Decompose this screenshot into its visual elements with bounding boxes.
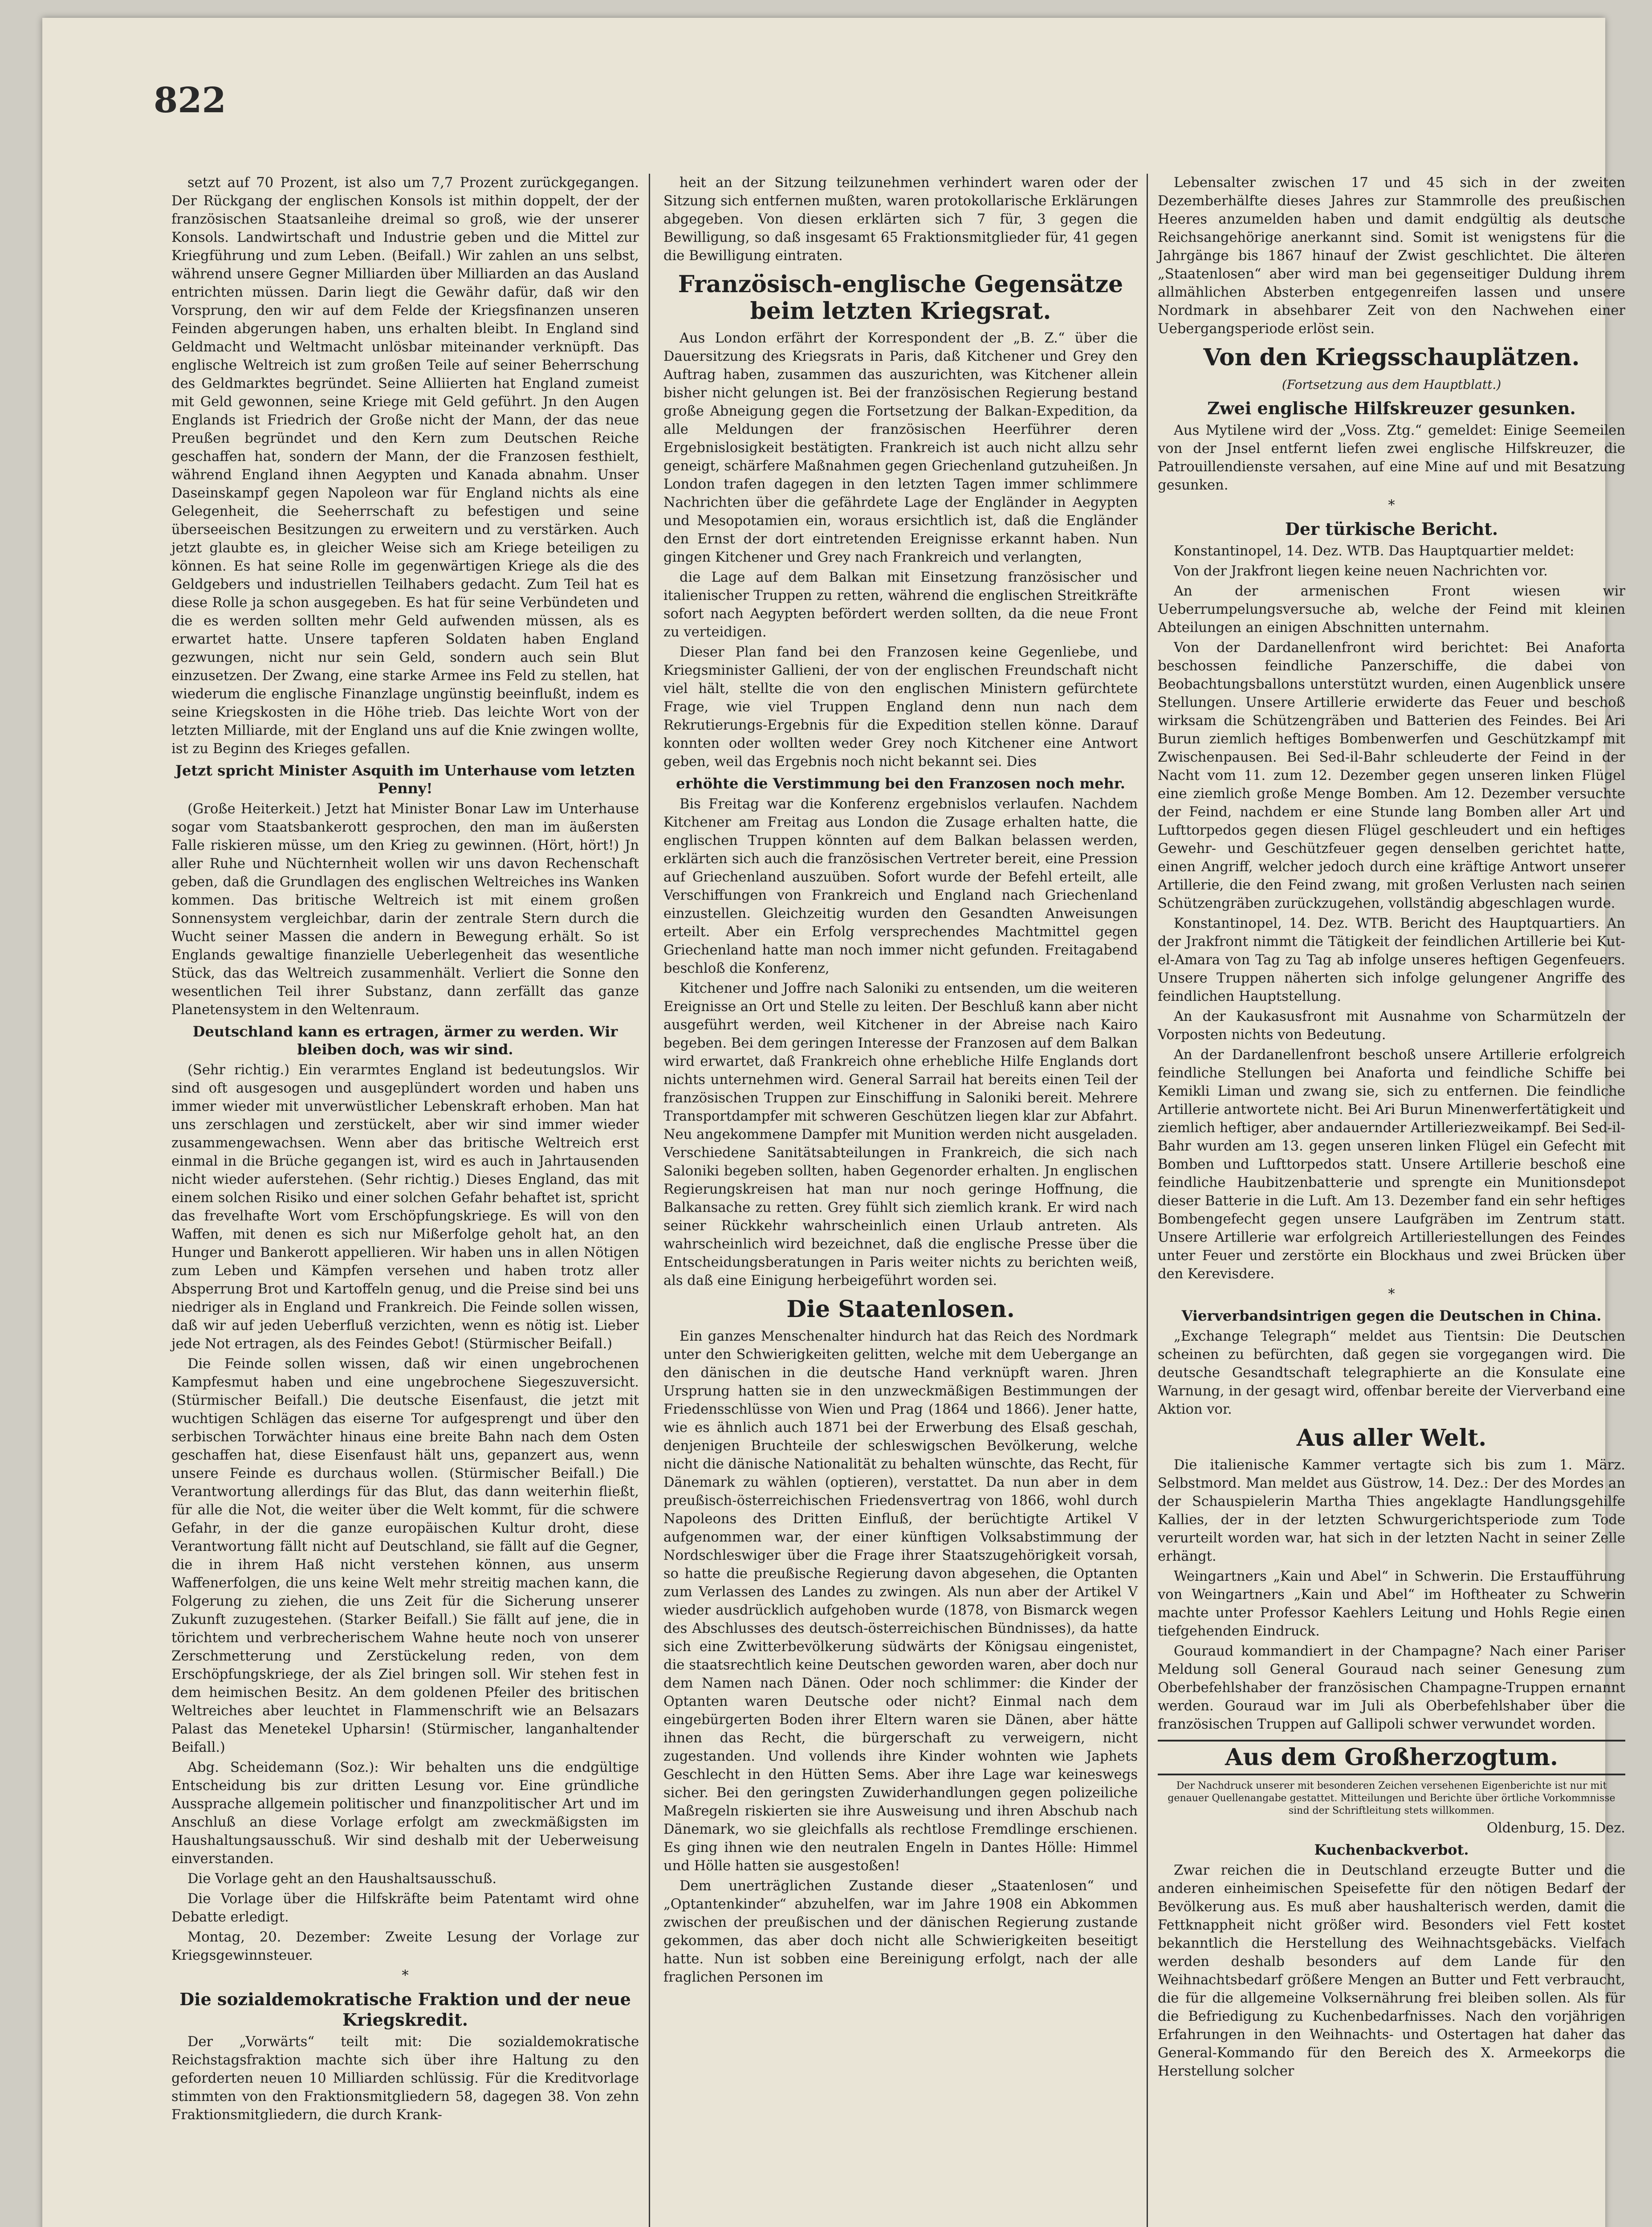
sub-heading: erhöhte die Verstimmung bei den Franzosen noch mehr.	[676, 775, 1125, 792]
article-heading: Zwei englische Hilfskreuzer gesunken.	[1207, 398, 1576, 418]
paragraph: Kitchener und Joffre nach Saloniki zu entsenden, um die weiteren Ereignisse an Ort und Stelle zu leiten. Der Beschluß kann aber nicht ausgeführt werden, weil Kitchener in der Abreise nach Kairo begeben. Bei dem geringen Interesse der Franzosen auf dem Balkan wird erwartet, daß Frankreich ohne erhebliche Hilfe Englands dort nichts unternehmen wird. General Sarrail hat bereits einen Teil der französischen Truppen zur Einschiffung in Saloniki bereit. Mehrere Transportdampfer mit schweren Geschützen liegen klar zur Abfahrt. Neu angekommene Dampfer mit Munition werden nicht ausgeladen. Verschiedene Sanitätsabteilungen in Frankreich, die sich nach Saloniki begeben sollten, haben Gegenorder erhalten. Jn englischen Regierungskreisen hat man nur noch geringe Hoffnung, die Balkansache zu retten. Grey fühlt sich ziemlich krank. Er wird nach seiner Rückkehr wahrscheinlich einen Urlaub antreten. Als wahrscheinlich wird bezeichnet, daß die englische Presse über die Entscheidungsberatungen in Paris weiter nichts zu berichten weiß, als daß eine Einigung herbeigeführt worden sei.	[663, 981, 1138, 1289]
sub-heading: Jetzt spricht Minister Asquith im Unterhause vom letzten Penny!	[175, 762, 635, 797]
paragraph: Aus Mytilene wird der „Voss. Ztg.“ gemeldet: Einige Seemeilen von der Jnsel entfernt liefen zwei englische Hilfskreuzer, die Patrouillendienste versahen, auf eine Mine auf und mit Besatzung gesunken.	[1158, 423, 1625, 493]
paragraph: setzt auf 70 Prozent, ist also um 7,7 Prozent zurückgegangen. Der Rückgang der englischen Konsols ist mithin doppelt, der der französischen Staatsanleihe dreimal so groß, wie der unserer Konsols. Landwirtschaft und Industrie geben und die Mittel zur Kriegführung und zum Leben. (Beifall.) Wir zahlen an uns selbst, während unsere Gegner Milliarden über Milliarden an das Ausland entrichten müssen. Darin liegt die Gewähr dafür, daß wir den Vorsprung, den wir auf dem Felde der Kriegsfinanzen unseren Feinden abgerungen haben, uns erhalten bleibt. In England sind Geldmacht und Weltmacht unlösbar miteinander verknüpft. Das englische Weltreich ist zum großen Teile auf seiner Beherrschung des Geldmarktes begründet. Seine Alliierten hat England zumeist mit Geld gewonnen, seine Kriege mit Geld geführt. Jn den Augen Englands ist Friedrich der Große nicht der Mann, der das neue Preußen begründet und den Kern zum Deutschen Reiche geschaffen hat, sondern der Mann, der die Franzosen festhielt, während England ihnen Aegypten und Kanada abnahm. Unser Daseinskampf gegen Napoleon war für England nichts als eine Gelegenheit, die Seeherrschaft zu befestigen und seine überseeischen Besitzungen zu erweitern und zu verstärken. Auch jetzt glaubte es, in gleicher Weise sich am Kriege beteiligen zu können. Es hat seine Rolle im gegenwärtigen Kriege als die des Geldgebers und industriellen Teilhabers gedacht. Zum Teil hat es diese Rolle ja schon ausgegeben. Es hat für seine Verbündeten und die es werden sollten mehr Geld aufwenden müssen, als es erwartet hatte. Unsere tapferen Soldaten haben England gezwungen, nicht nur sein Geld, sondern auch sein Blut einzusetzen. Der Zwang, eine starke Armee ins Feld zu stellen, hat wiederum die englische Finanzlage ungünstig beeinflußt, indem es seine Kriegskosten in die Höhe trieb. Das leichte Wort von der letzten Milliarde, mit der England uns auf die Knie zwingen wollte, ist zu Beginn des Krieges gefallen.	[171, 175, 639, 757]
paragraph: Weingartners „Kain und Abel“ in Schwerin. Die Erstaufführung von Weingartners „Kain und Abel“ im Hoftheater zu Schwerin machte unter Professor Kaehlers Leitung und Hohls Regie einen tiefgehenden Eindruck.	[1158, 1569, 1625, 1639]
paragraph: Lebensalter zwischen 17 und 45 sich in der zweiten Dezemberhälfte dieses Jahres zur Stammrolle des preußischen Heeres anzumelden haben und damit endgültig als deutsche Reichsangehörige anerkannt sind. Somit ist wenigstens für die Jahrgänge bis 1867 hinauf der Zwist geschlichtet. Die älteren „Staatenlosen“ aber wird man bei gegenseitiger Duldung ihrem allmählichen Absterben entgegenreifen lassen und unsere Nordmark in absehbarer Zeit von den Nachwehen einer Uebergangsperiode erlöst sein.	[1158, 175, 1625, 337]
paragraph: Abg. Scheidemann (Soz.): Wir behalten uns die endgültige Entscheidung bis zur dritten Lesung vor. Eine gründliche Aussprache allgemein politischer und finanzpolitischer Art und im Anschluß an diese Vorlage erfolgt am zweckmäßigsten im Haushaltungsausschuß. Wir sind deshalb mit der Ueberweisung einverstanden.	[171, 1760, 639, 1867]
paragraph: Ein ganzes Menschenalter hindurch hat das Reich des Nordmark unter den Schwierigkeiten gelitten, welche mit dem Uebergange an den dänischen in die deutsche Hand verknüpft waren. Jhren Ursprung hatten sie in den unzweckmäßigen Bestimmungen der Friedensschlüsse von Wien und Prag (1864 und 1866). Jener hatte, wie es ähnlich auch 1871 bei der Erwerbung des Elsaß geschah, denjenigen Bruchteile der schleswigschen Bevölkerung, welche nicht die dänische Nationalität zu behalten wünschte, das Recht, für Dänemark zu wählen (optieren), verstattet. Da nun aber in dem preußisch-österreichischen Friedensvertrag von 1866, wohl durch Napoleons des Dritten Einfluß, der berüchtigte Artikel V aufgenommen war, der einer künftigen Volksabstimmung der Nordschleswiger über die Frage ihrer Staatszugehörigkeit vorsah, so hatte die preußische Regierung davon abgesehen, die Optanten zum Verlassen des Landes zu zwingen. Als nun aber der Artikel V wieder ausdrücklich aufgehoben wurde (1878, von Bismarck wegen des Abschlusses des deutsch-österreichischen Bündnisses), da hatte sich eine Zwitterbevölkerung südwärts der Königsau eingenistet, die staatsrechtlich keine Deutschen geworden waren, aber doch nur dem Namen nach Dänen. Oder noch schlimmer: die Kinder der Optanten waren Deutsche oder nicht? Einmal nach dem eingebürgerten Boden ihrer Eltern waren sie Dänen, aber hätte ihnen das Recht, die bürgerschaft zu verweigern, nicht zugestanden. Und vollends ihre Kinder wohnten wie Japhets Geschlecht in den Hütten Sems. Aber ihre Lage war keineswegs sicher. Bei den geringsten Zuwiderhandlungen gegen polizeiliche Maßregeln riskierten sie ihre Ausweisung und ihren Abschub nach Dänemark, wo sie gleichfalls als rechtlose Fremdlinge erschienen. Es ging ihnen wie den neutralen Engeln in Dantes Hölle: Himmel und Hölle hatten sie ausgestoßen!	[663, 1329, 1138, 1874]
paragraph: Der „Vorwärts“ teilt mit: Die sozialdemokratische Reichstagsfraktion machte sich über ihre Haltung zu den geforderten neuen 10 Milliarden schlüssig. Für die Kreditvorlage stimmten von den Fraktionsmitgliedern 58, dagegen 38. Von zehn Fraktionsmitgliedern, die durch Krank-	[171, 2034, 639, 2123]
separator-asterisk: *	[1388, 1286, 1395, 1302]
paragraph: Zwar reichen die in Deutschland erzeugte Butter und die anderen einheimischen Speisefette für den nötigen Bedarf der Bevölkerung aus. Es muß aber haushalterisch werden, damit die Fettknappheit nicht größer wird. Besonders viel Fett kostet bekanntlich die Herstellung des Weihnachtsgebäcks. Vielfach werden deshalb besonders auf dem Lande für den Weihnachtsbedarf größere Mengen an Butter und Fett verbraucht, die für die allgemeine Volksernährung frei bleiben sollen. Als für die Befriedigung zu Kuchenbedarfnisses. Nach den vorjährigen Erfahrungen in den Weihnachts- und Ostertagen hat daher das General-Kommando für den Bereich des X. Armeekorps die Herstellung solcher	[1158, 1863, 1625, 2079]
separator-asterisk: *	[402, 1968, 409, 1983]
section-heading: Von den Kriegsschauplätzen.	[1203, 344, 1580, 371]
paragraph: An der armenischen Front wiesen wir Ueberrumpelungsversuche ab, welche der Feind mit kleinen Abteilungen an einigen Abschnitten unternahm.	[1158, 583, 1625, 636]
dateline: Oldenburg, 15. Dez.	[1486, 1820, 1625, 1836]
paragraph: An der Dardanellenfront beschoß unsere Artillerie erfolgreich feindliche Stellungen bei Anaforta und feindliche Schiffe bei Kemikli Liman und zwang sie, sich zu entfernen. Die feindliche Artillerie antwortete nicht. Bei Ari Burun Minenwerfertätigkeit und ziemlich heftiger, aber andauernder Artilleriezweikampf. Bei Sed-il-Bahr wurden am 13. gegen unseren linken Flügel ein Gefecht mit Bomben und Lufttorpedos statt. Unsere Artillerie beschoß eine feindliche Haubitzenbatterie und sprengte ein Munitionsdepot dieser Batterie in die Luft. Am 13. Dezember fand ein sehr heftiges Bombengefecht gegen unsere Laufgräben im Zentrum statt. Unsere Artillerie war erfolgreich Artilleriestellungen des Feindes unter Feuer und zerstörte ein Blockhaus und zwei Brücken über den Kerevisdere.	[1158, 1047, 1625, 1282]
column-rule	[649, 174, 650, 2227]
article-heading: Die sozialdemokratische Fraktion und der neue Kriegskredit.	[179, 1989, 631, 2030]
paragraph: Die Vorlage geht an den Haushaltsausschuß.	[187, 1871, 497, 1887]
sub-heading: Kuchenbackverbot.	[1314, 1841, 1469, 1858]
sub-heading: Vierverbandsintrigen gegen die Deutschen in China.	[1181, 1307, 1602, 1324]
section-heading: Französisch-englische Gegensätze beim letzten Kriegsrat.	[678, 271, 1123, 325]
paragraph: Von der Jrakfront liegen keine neuen Nachrichten vor.	[1174, 563, 1548, 579]
paragraph: Konstantinopel, 14. Dez. WTB. Das Hauptquartier meldet:	[1174, 543, 1575, 559]
paragraph: Aus London erfährt der Korrespondent der „B. Z.“ über die Dauersitzung des Kriegsrats in Paris, daß Kitchener und Grey den Auftrag haben, zusammen das auszurichten, was Kitchener allein bisher nicht gelungen ist. Bei der französischen Regierung bestand große Abneigung gegen die Fortsetzung der Balkan-Expedition, da alle Meldungen der französischen Heerführer deren Ergebnislosigkeit bestätigten. Frankreich ist auch nicht allzu sehr geneigt, schärfere Maßnahmen gegen Griechenland gutzuheißen. Jn London trafen dagegen in den letzten Tagen immer schlimmere Nachrichten über die gefährdete Lage der Engländer in Aegypten und Mesopotamien ein, woraus ersichtlich ist, daß die Engländer den Ernst der dort eintretenden Ereignisse erkannt haben. Nun gingen Kitchener und Grey nach Frankreich und verlangten,	[663, 330, 1138, 565]
article-heading: Der türkische Bericht.	[1285, 519, 1498, 539]
paragraph: (Große Heiterkeit.) Jetzt hat Minister Bonar Law im Unterhause sogar vom Staatsbankerott gesprochen, den man im äußersten Falle riskieren müsse, um den Krieg zu gewinnen. (Hört, hört!) Jn aller Ruhe und Nüchternheit wollen wir uns davon Rechenschaft geben, daß die Grundlagen des englischen Weltreiches ins Wanken kommen. Das britische Weltreich ist mit einem großen Sonnensystem vergleichbar, darin der zentrale Stern durch die Wucht seiner Massen die andern in Bewegung erhält. So ist Englands gewaltige finanzielle Ueberlegenheit das wesentliche Stück, das das Weltreich zusammenhält. Verliert die Sonne den wesentlichen Teil ihrer Substanz, dann zerfällt das ganze Planetensystem in den Weltenraum.	[171, 801, 639, 1018]
paragraph: Dem unerträglichen Zustande dieser „Staatenlosen“ und „Optantenkinder“ abzuhelfen, war im Jahre 1908 ein Abkommen zwischen der preußischen und der dänischen Regierung zustande gekommen, das aber doch nicht alle Schwierigkeiten beseitigt hatte. Nun ist sobben eine Bereinigung erfolgt, nach der alle fraglichen Personen im	[663, 1878, 1138, 1985]
column-middle	[663, 174, 1138, 2227]
paragraph: Bis Freitag war die Konferenz ergebnislos verlaufen. Nachdem Kitchener am Freitag aus London die Zusage erhalten hatte, die englischen Truppen könnten auf dem Balkan belassen werden, erklärten sich auch die französischen Vertreter bereit, eine Pression auf Griechenland auszuüben. Sofort wurde der Befehl erteilt, alle Verschiffungen von Frankreich und England nach Griechenland einzustellen. Gleichzeitig wurden den Gesandten Anweisungen erteilt. Aber ein Erfolg versprechendes Machtmittel gegen Griechenland hatte man noch immer nicht gefunden. Freitagabend beschloß die Konferenz,	[663, 796, 1138, 976]
paragraph: „Exchange Telegraph“ meldet aus Tientsin: Die Deutschen scheinen zu befürchten, daß gegen sie vorgegangen wird. Die deutsche Gesandtschaft telegraphierte an die Konsulate eine Warnung, in der gesagt wird, offenbar bereite der Vierverband eine Aktion vor.	[1158, 1329, 1625, 1417]
section-heading-boxed: Aus dem Großherzogtum.	[1158, 1740, 1625, 1775]
column-rule	[1147, 174, 1148, 2227]
separator-asterisk: *	[1388, 498, 1395, 513]
paragraph: heit an der Sitzung teilzunehmen verhindert waren oder der Sitzung sich entfernen mußten, waren protokollarische Erklärungen abgegeben. Von diesen erklärten sich 7 für, 3 gegen die Bewilligung, so daß insgesamt 65 Fraktionsmitglieder für, 41 gegen die Bewilligung eintraten.	[663, 175, 1138, 264]
paragraph: Dieser Plan fand bei den Franzosen keine Gegenliebe, und Kriegsminister Gallieni, der von der englischen Freundschaft nicht viel hält, stellte die von den englischen Ministern gefürchtete Frage, wie viel Truppen England denn nun nach dem Rekrutierungs-Ergebnis für die Expedition stellen könne. Darauf konnten oder wollten weder Grey noch Kitchener eine Antwort geben, weil das Ergebnis noch nicht bekannt sei. Dies	[663, 644, 1138, 770]
paragraph: (Sehr richtig.) Ein verarmtes England ist bedeutungslos. Wir sind oft ausgesogen und ausgeplündert worden und haben uns immer wieder mit unverwüstlicher Lebenskraft erhoben. Man hat uns zerschlagen und zerstückelt, aber wir sind immer wieder zusammengewachsen. Wenn aber das britische Weltreich erst einmal in die Brüche gegangen ist, wird es auch in Jahrtausenden nicht wieder auferstehen. (Sehr richtig.) Dieses England, das mit einem solchen Risiko und einer solchen Gefahr behaftet ist, spricht das frevelhafte Wort vom Erschöpfungskriege. Es will von den Waffen, mit denen es sich nur Mißerfolge geholt hat, an den Hunger und Bankerott appellieren. Wir haben uns in allen Nötigen zum Leben und Kämpfen versehen und haben trotz aller Absperrung Brot und Kartoffeln genug, und die Preise sind bei uns niedriger als in England und Frankreich. Die Feinde sollen wissen, daß wir auf jeden Ueberfluß verzichten, wenn es nötig ist. Lieber jede Not ertragen, als des Feindes Gebot! (Stürmischer Beifall.)	[171, 1062, 639, 1352]
paragraph: Gouraud kommandiert in der Champagne? Nach einer Pariser Meldung soll General Gouraud nach seiner Genesung zum Oberbefehlshaber der französischen Champagne-Truppen ernannt werden. Gouraud war im Juli als Oberbefehlshaber über die französischen Truppen auf Gallipoli schwer verwundet worden.	[1158, 1644, 1625, 1732]
paragraph: Die Vorlage über die Hilfskräfte beim Patentamt wird ohne Debatte erledigt.	[171, 1891, 639, 1925]
column-left	[171, 174, 639, 2227]
paragraph: Von der Dardanellenfront wird berichtet: Bei Anaforta beschossen feindliche Panzerschiffe, die dabei von Beobachtungsballons unterstützt wurden, einen Augenblick unsere Stellungen. Unsere Artillerie erwiderte das Feuer und beschoß wirksam die Schützengräben und Batterien des Feindes. Bei Ari Burun ziemlich heftiges Bombenwerfen und Geschützkampf mit Zwischenpausen. Bei Sed-il-Bahr schleuderte der Feind in der Nacht vom 11. zum 12. Dezember gegen unseren linken Flügel eine ziemlich große Menge Bomben. Am 12. Dezember versuchte der Feind, nachdem er eine Stunde lang Bomben aller Art und Lufttorpedos gegen diesen Flügel geschleudert und ein heftiges Gewehr- und Geschützfeuer gegen denselben gerichtet hatte, einen Angriff, welcher jedoch durch eine kräftige Antwort unserer Artillerie, die den Feind zwang, mit großen Verlusten nach seinen Schützengräben zurückzugehen, vollständig abgeschlagen wurde.	[1158, 640, 1625, 911]
paragraph: die Lage auf dem Balkan mit Einsetzung französischer und italienischer Truppen zu retten, während die englischen Streitkräfte sofort nach Aegypten befördert werden sollten, da die neue Front zu verteidigen.	[663, 570, 1138, 640]
newspaper-page	[42, 18, 1625, 2227]
paragraph: Die italienische Kammer vertagte sich bis zum 1. März. Selbstmord. Man meldet aus Güstrow, 14. Dez.: Der des Mordes an der Schauspielerin Martha Thies angeklagte Handlungsgehilfe Kallies, der in der letzten Schwurgerichtsperiode zum Tode verurteilt worden war, hat sich in der letzten Nacht in seiner Zelle erhängt.	[1158, 1457, 1625, 1564]
paragraph: Die Feinde sollen wissen, daß wir einen ungebrochenen Kampfesmut haben und eine ungebrochene Siegeszuversicht. (Stürmischer Beifall.) Die deutsche Eisenfaust, die jetzt mit wuchtigen Schlägen das eiserne Tor aufgesprengt und über den serbischen Torwächter hinaus eine breite Bahn nach dem Osten geschaffen hat, diese Eisenfaust hält uns, gepanzert aus, wenn unsere Feinde es durchaus wollen. (Stürmischer Beifall.) Die Verantwortung allerdings für das Blut, das dann weiterhin fließt, für alle die Not, die weiter über die Welt kommt, für die schwere Gefahr, in der die ganze europäischen Kultur droht, diese Verantwortung fällt nicht auf Deutschland, sie fällt auf die Gegner, die in ihrem Haß nicht verstehen können, aus unserm Waffenerfolgen, die uns keine Welt mehr streitig machen kann, die Folgerung zu ziehen, die uns Zeit für die Sicherung unserer Zukunft zuzugestehen. (Starker Beifall.) Sie fällt auf jene, die in törichtem und verbrecherischem Wahne heute noch von unserer Zerschmetterung und Zerstückelung reden, von dem Erschöpfungskriege, der als Ziel bringen soll. Wir stehen fest in dem heimischen Besitz. An dem goldenen Pfeiler des britischen Weltreiches aber leuchtet in Flammenschrift wie an Belsazars Palast das Menetekel Upharsin! (Stürmischer, langanhaltender Beifall.)	[171, 1356, 639, 1755]
heading-note: (Fortsetzung aus dem Hauptblatt.)	[1282, 377, 1501, 392]
paragraph: An der Kaukasusfront mit Ausnahme von Scharmützeln der Vorposten nichts von Bedeutung.	[1158, 1009, 1625, 1043]
paragraph: Montag, 20. Dezember: Zweite Lesung der Vorlage zur Kriegsgewinnsteuer.	[171, 1929, 639, 1963]
sub-heading: Deutschland kann es ertragen, ärmer zu werden. Wir bleiben doch, was wir sind.	[192, 1023, 618, 1058]
paragraph: Konstantinopel, 14. Dez. WTB. Bericht des Hauptquartiers. An der Jrakfront nimmt die Tätigkeit der feindlichen Artillerie bei Kut-el-Amara von Tag zu Tag ab infolge unseres heftigen Gegenfeuers. Unsere Truppen näherten sich infolge gelungener Angriffe des feindlichen Hauptstellung.	[1158, 916, 1625, 1004]
section-heading: Die Staatenlosen.	[786, 1296, 1015, 1323]
page-number: 822	[154, 80, 226, 121]
column-right	[1158, 174, 1625, 2227]
section-heading: Aus aller Welt.	[1296, 1424, 1487, 1452]
editorial-notice: Der Nachdruck unserer mit besonderen Zeichen versehenen Eigenberichte ist nur mit genauer Quellenangabe gestattet. Mitteilungen und Berichte über örtliche Vorkommnisse sind der Schriftleitung stets willkommen.	[1168, 1780, 1615, 1816]
